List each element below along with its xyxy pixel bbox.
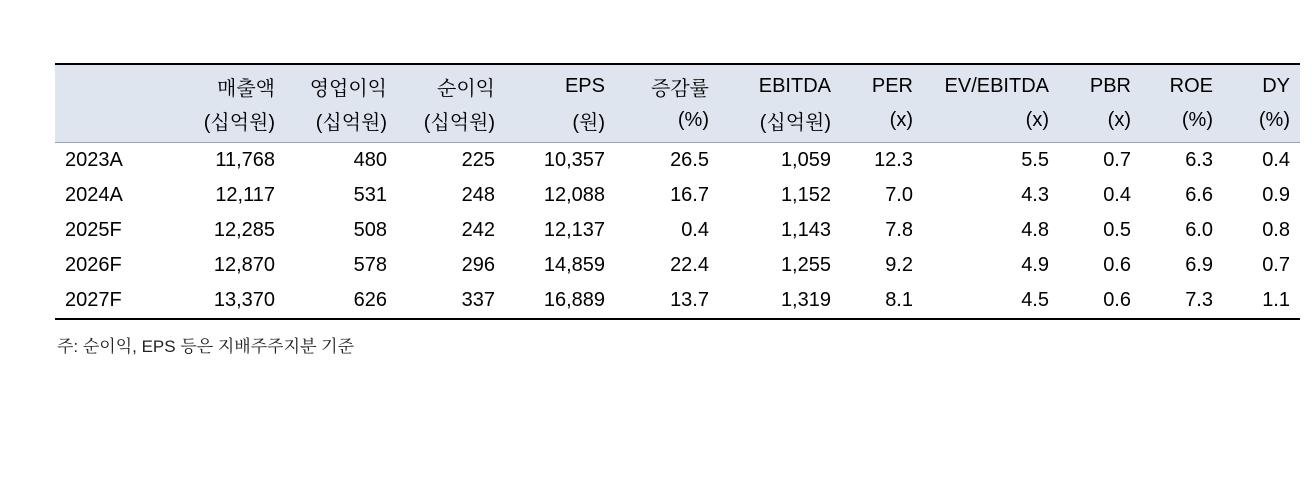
table-row <box>55 143 1300 179</box>
cell-revenue: 12,870 <box>213 254 275 276</box>
table-header-row-units <box>55 103 1300 143</box>
cell-roe: 6.3 <box>1185 149 1213 171</box>
cell-eps: 12,088 <box>543 184 605 206</box>
cell-ev-ebitda: 4.3 <box>1021 184 1049 206</box>
cell-growth: 13.7 <box>615 283 719 319</box>
cell-revenue: 11,768 <box>215 149 275 171</box>
table-row <box>55 178 1300 213</box>
cell-eps: 12,137 <box>543 219 605 241</box>
cell-eps: 14,859 <box>543 254 605 276</box>
cell-net-income: 225 <box>461 149 495 171</box>
cell-ev-ebitda: 4.5 <box>923 283 1059 319</box>
column-unit-per: (x) <box>841 103 923 143</box>
table-header <box>55 64 1300 143</box>
cell-roe: 6.9 <box>1185 254 1213 276</box>
column-header-eps: EPS <box>505 64 615 103</box>
cell-dy: 0.7 <box>1262 254 1290 276</box>
cell-net-income: 296 <box>461 254 495 276</box>
cell-pbr: 0.6 <box>1103 254 1131 276</box>
cell-ebitda: 1,152 <box>780 184 831 206</box>
column-unit-year <box>55 103 173 143</box>
cell-net-income: 242 <box>461 219 495 241</box>
table-row <box>55 248 1300 283</box>
cell-per: 7.0 <box>885 184 913 206</box>
cell-operating-profit: 508 <box>353 219 387 241</box>
cell-year: 2024A <box>65 184 123 206</box>
column-header-roe: ROE <box>1141 64 1223 103</box>
table-header-row-titles <box>55 64 1300 103</box>
cell-revenue: 13,370 <box>173 283 285 319</box>
cell-year: 2027F <box>55 283 173 319</box>
cell-year: 2025F <box>65 219 122 241</box>
cell-growth: 26.5 <box>670 149 709 171</box>
cell-ev-ebitda: 4.9 <box>1021 254 1049 276</box>
cell-operating-profit: 626 <box>285 283 397 319</box>
table-body <box>55 143 1300 320</box>
cell-roe: 6.0 <box>1185 219 1213 241</box>
cell-eps: 16,889 <box>505 283 615 319</box>
cell-year: 2026F <box>65 254 122 276</box>
cell-pbr: 0.7 <box>1103 149 1131 171</box>
cell-growth: 16.7 <box>670 184 709 206</box>
cell-roe: 6.6 <box>1185 184 1213 206</box>
column-unit-operating-profit: (십억원) <box>285 103 397 143</box>
cell-ebitda: 1,319 <box>719 283 841 319</box>
table-footnote: 주: 순이익, EPS 등은 지배주주지분 기준 <box>57 337 354 356</box>
cell-roe: 7.3 <box>1141 283 1223 319</box>
column-header-ev-ebitda: EV/EBITDA <box>923 64 1059 103</box>
cell-ev-ebitda: 5.5 <box>1021 149 1049 171</box>
column-unit-revenue: (십억원) <box>173 103 285 143</box>
cell-per: 8.1 <box>841 283 923 319</box>
cell-dy: 0.9 <box>1262 184 1290 206</box>
cell-pbr: 0.6 <box>1059 283 1141 319</box>
cell-per: 9.2 <box>885 254 913 276</box>
column-header-operating-profit: 영업이익 <box>285 64 397 103</box>
column-unit-ev-ebitda: (x) <box>923 103 1059 143</box>
cell-dy: 1.1 <box>1223 283 1300 319</box>
cell-ebitda: 1,143 <box>780 219 831 241</box>
cell-pbr: 0.5 <box>1103 219 1131 241</box>
column-header-dy: DY <box>1223 64 1300 103</box>
column-unit-eps: (원) <box>505 103 615 143</box>
table-row <box>55 283 1300 319</box>
cell-net-income: 248 <box>461 184 495 206</box>
cell-dy: 0.8 <box>1262 219 1290 241</box>
cell-pbr: 0.4 <box>1103 184 1131 206</box>
column-unit-ebitda: (십억원) <box>719 103 841 143</box>
financial-summary-sheet <box>0 63 1315 479</box>
cell-growth: 0.4 <box>681 219 709 241</box>
column-header-per: PER <box>841 64 923 103</box>
cell-per: 7.8 <box>885 219 913 241</box>
cell-growth: 22.4 <box>670 254 709 276</box>
column-header-net-income: 순이익 <box>397 64 505 103</box>
cell-operating-profit: 480 <box>353 149 387 171</box>
column-header-revenue: 매출액 <box>173 64 285 103</box>
column-header-pbr: PBR <box>1059 64 1141 103</box>
column-unit-roe: (%) <box>1141 103 1223 143</box>
cell-revenue: 12,285 <box>213 219 275 241</box>
column-unit-net-income: (십억원) <box>397 103 505 143</box>
cell-dy: 0.4 <box>1262 149 1290 171</box>
cell-per: 12.3 <box>874 149 913 171</box>
cell-net-income: 337 <box>397 283 505 319</box>
cell-ebitda: 1,059 <box>780 149 831 171</box>
cell-ebitda: 1,255 <box>780 254 831 276</box>
column-header-year <box>55 64 173 103</box>
cell-operating-profit: 531 <box>353 184 387 206</box>
financial-summary-table <box>55 63 1300 320</box>
cell-year: 2023A <box>65 149 123 171</box>
cell-revenue: 12,117 <box>215 184 275 206</box>
column-header-ebitda: EBITDA <box>719 64 841 103</box>
table-row <box>55 213 1300 248</box>
column-unit-growth: (%) <box>615 103 719 143</box>
cell-ev-ebitda: 4.8 <box>1021 219 1049 241</box>
cell-operating-profit: 578 <box>353 254 387 276</box>
column-header-growth: 증감률 <box>615 64 719 103</box>
column-unit-dy: (%) <box>1223 103 1300 143</box>
column-unit-pbr: (x) <box>1059 103 1141 143</box>
cell-eps: 10,357 <box>543 149 605 171</box>
